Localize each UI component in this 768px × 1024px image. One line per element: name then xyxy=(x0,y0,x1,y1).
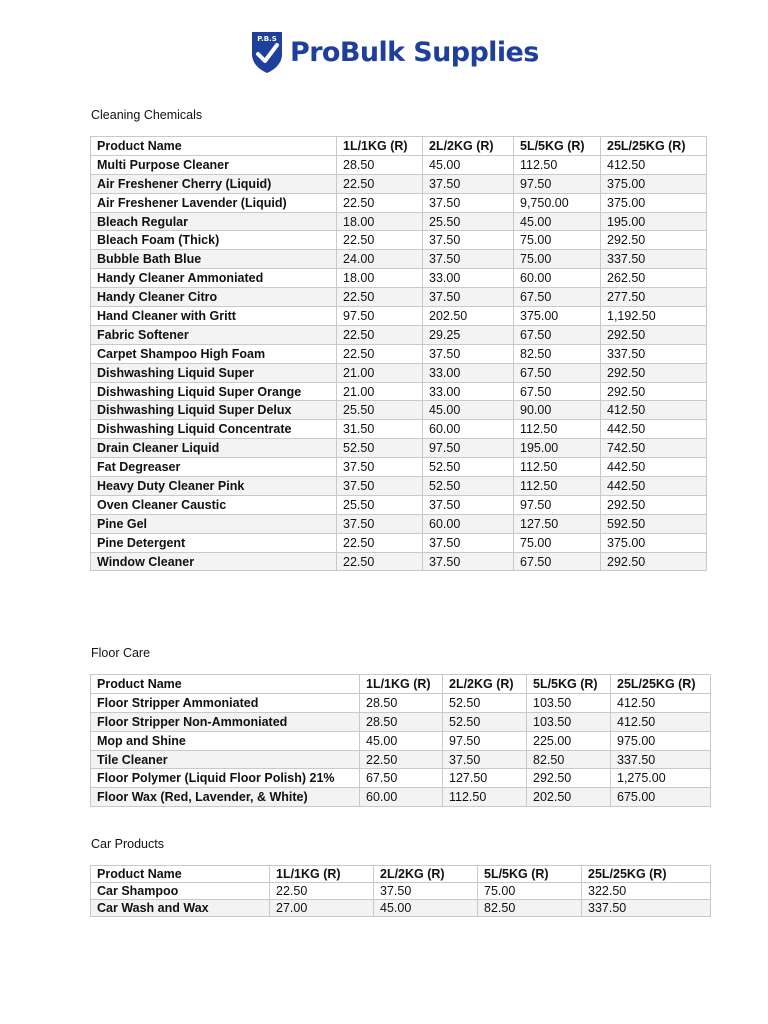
price-cell: 75.00 xyxy=(478,883,582,900)
price-cell: 21.00 xyxy=(337,363,423,382)
product-name-cell: Air Freshener Lavender (Liquid) xyxy=(91,193,337,212)
section-heading-floor-care: Floor Care xyxy=(91,646,151,660)
column-header: 25L/25KG (R) xyxy=(582,866,711,883)
price-cell: 127.50 xyxy=(514,514,601,533)
price-cell: 60.00 xyxy=(360,788,443,807)
price-cell: 442.50 xyxy=(601,458,707,477)
product-name-cell: Car Wash and Wax xyxy=(91,900,270,917)
price-cell: 225.00 xyxy=(527,731,611,750)
cleaning-chemicals-table xyxy=(90,136,707,571)
product-name-cell: Dishwashing Liquid Super Orange xyxy=(91,382,337,401)
price-cell: 337.50 xyxy=(601,250,707,269)
price-cell: 202.50 xyxy=(527,788,611,807)
price-cell: 45.00 xyxy=(514,212,601,231)
product-name-cell: Multi Purpose Cleaner xyxy=(91,155,337,174)
price-cell: 37.50 xyxy=(443,750,527,769)
price-cell: 292.50 xyxy=(601,363,707,382)
table-row xyxy=(91,250,707,269)
price-cell: 277.50 xyxy=(601,288,707,307)
column-header: 5L/5KG (R) xyxy=(514,137,601,156)
price-cell: 292.50 xyxy=(601,552,707,571)
price-cell: 29.25 xyxy=(423,325,514,344)
table-row xyxy=(91,307,707,326)
price-cell: 592.50 xyxy=(601,514,707,533)
table-row xyxy=(91,155,707,174)
table-row xyxy=(91,900,711,917)
table-row xyxy=(91,401,707,420)
column-header: 2L/2KG (R) xyxy=(374,866,478,883)
column-header: Product Name xyxy=(91,137,337,156)
price-cell: 292.50 xyxy=(601,495,707,514)
price-cell: 28.50 xyxy=(337,155,423,174)
product-name-cell: Dishwashing Liquid Super Delux xyxy=(91,401,337,420)
product-name-cell: Hand Cleaner with Gritt xyxy=(91,307,337,326)
product-name-cell: Bubble Bath Blue xyxy=(91,250,337,269)
price-cell: 262.50 xyxy=(601,269,707,288)
product-name-cell: Floor Polymer (Liquid Floor Polish) 21% xyxy=(91,769,360,788)
price-cell: 112.50 xyxy=(443,788,527,807)
product-name-cell: Handy Cleaner Ammoniated xyxy=(91,269,337,288)
column-header: 2L/2KG (R) xyxy=(423,137,514,156)
price-cell: 112.50 xyxy=(514,155,601,174)
price-cell: 127.50 xyxy=(443,769,527,788)
product-name-cell: Handy Cleaner Citro xyxy=(91,288,337,307)
product-name-cell: Drain Cleaner Liquid xyxy=(91,439,337,458)
price-cell: 195.00 xyxy=(514,439,601,458)
price-cell: 1,275.00 xyxy=(611,769,711,788)
price-cell: 90.00 xyxy=(514,401,601,420)
table-row xyxy=(91,420,707,439)
table-row xyxy=(91,325,707,344)
price-cell: 37.50 xyxy=(423,250,514,269)
price-cell: 322.50 xyxy=(582,883,711,900)
price-cell: 60.00 xyxy=(423,514,514,533)
price-cell: 75.00 xyxy=(514,250,601,269)
floor-care-table xyxy=(90,674,711,807)
shield-check-icon xyxy=(250,30,284,74)
price-cell: 375.00 xyxy=(601,193,707,212)
price-cell: 37.50 xyxy=(423,344,514,363)
column-header: 25L/25KG (R) xyxy=(611,675,711,694)
price-cell: 37.50 xyxy=(423,533,514,552)
table-header-row xyxy=(91,866,711,883)
price-cell: 97.50 xyxy=(423,439,514,458)
price-cell: 60.00 xyxy=(423,420,514,439)
table-row xyxy=(91,174,707,193)
table-row xyxy=(91,769,711,788)
price-cell: 18.00 xyxy=(337,269,423,288)
column-header: 1L/1KG (R) xyxy=(337,137,423,156)
price-cell: 337.50 xyxy=(601,344,707,363)
price-cell: 82.50 xyxy=(514,344,601,363)
product-name-cell: Floor Wax (Red, Lavender, & White) xyxy=(91,788,360,807)
product-name-cell: Floor Stripper Non-Ammoniated xyxy=(91,712,360,731)
price-cell: 97.50 xyxy=(514,174,601,193)
price-cell: 37.50 xyxy=(337,514,423,533)
price-cell: 82.50 xyxy=(478,900,582,917)
price-cell: 97.50 xyxy=(337,307,423,326)
price-cell: 37.50 xyxy=(423,552,514,571)
product-name-cell: Bleach Foam (Thick) xyxy=(91,231,337,250)
price-cell: 45.00 xyxy=(423,401,514,420)
price-cell: 22.50 xyxy=(337,193,423,212)
price-cell: 37.50 xyxy=(423,193,514,212)
table-row xyxy=(91,514,707,533)
price-cell: 52.50 xyxy=(443,693,527,712)
table-row xyxy=(91,750,711,769)
price-cell: 52.50 xyxy=(337,439,423,458)
table-header-row xyxy=(91,675,711,694)
price-cell: 37.50 xyxy=(423,231,514,250)
price-cell: 1,192.50 xyxy=(601,307,707,326)
product-name-cell: Bleach Regular xyxy=(91,212,337,231)
price-cell: 337.50 xyxy=(582,900,711,917)
price-cell: 412.50 xyxy=(601,401,707,420)
price-cell: 22.50 xyxy=(360,750,443,769)
product-name-cell: Pine Gel xyxy=(91,514,337,533)
table-row xyxy=(91,477,707,496)
table-row xyxy=(91,439,707,458)
price-cell: 52.50 xyxy=(443,712,527,731)
table-row xyxy=(91,231,707,250)
product-name-cell: Fat Degreaser xyxy=(91,458,337,477)
table-row xyxy=(91,344,707,363)
price-cell: 37.50 xyxy=(374,883,478,900)
price-cell: 103.50 xyxy=(527,712,611,731)
price-cell: 24.00 xyxy=(337,250,423,269)
product-name-cell: Dishwashing Liquid Concentrate xyxy=(91,420,337,439)
price-cell: 22.50 xyxy=(337,288,423,307)
table-row xyxy=(91,212,707,231)
product-name-cell: Floor Stripper Ammoniated xyxy=(91,693,360,712)
product-name-cell: Oven Cleaner Caustic xyxy=(91,495,337,514)
price-cell: 82.50 xyxy=(527,750,611,769)
table-row xyxy=(91,788,711,807)
price-cell: 112.50 xyxy=(514,477,601,496)
table-row xyxy=(91,731,711,750)
price-cell: 45.00 xyxy=(374,900,478,917)
price-cell: 60.00 xyxy=(514,269,601,288)
price-cell: 292.50 xyxy=(601,325,707,344)
price-cell: 21.00 xyxy=(337,382,423,401)
price-cell: 25.50 xyxy=(423,212,514,231)
price-cell: 52.50 xyxy=(423,477,514,496)
column-header: Product Name xyxy=(91,675,360,694)
price-cell: 195.00 xyxy=(601,212,707,231)
table-row xyxy=(91,495,707,514)
price-cell: 25.50 xyxy=(337,401,423,420)
brand-name: ProBulk Supplies xyxy=(290,36,539,68)
price-cell: 375.00 xyxy=(514,307,601,326)
price-cell: 45.00 xyxy=(360,731,443,750)
price-cell: 442.50 xyxy=(601,477,707,496)
table-row xyxy=(91,382,707,401)
price-cell: 975.00 xyxy=(611,731,711,750)
logo-badge-text: P.B.S xyxy=(257,35,277,43)
price-cell: 25.50 xyxy=(337,495,423,514)
column-header: 2L/2KG (R) xyxy=(443,675,527,694)
table-header-row xyxy=(91,137,707,156)
price-cell: 112.50 xyxy=(514,420,601,439)
product-name-cell: Dishwashing Liquid Super xyxy=(91,363,337,382)
price-cell: 675.00 xyxy=(611,788,711,807)
column-header: 5L/5KG (R) xyxy=(527,675,611,694)
price-cell: 112.50 xyxy=(514,458,601,477)
column-header: 5L/5KG (R) xyxy=(478,866,582,883)
price-cell: 22.50 xyxy=(337,325,423,344)
price-cell: 27.00 xyxy=(270,900,374,917)
price-cell: 28.50 xyxy=(360,693,443,712)
price-cell: 67.50 xyxy=(360,769,443,788)
product-name-cell: Carpet Shampoo High Foam xyxy=(91,344,337,363)
price-cell: 28.50 xyxy=(360,712,443,731)
price-cell: 22.50 xyxy=(337,533,423,552)
product-name-cell: Window Cleaner xyxy=(91,552,337,571)
price-cell: 22.50 xyxy=(270,883,374,900)
product-name-cell: Pine Detergent xyxy=(91,533,337,552)
price-cell: 37.50 xyxy=(423,174,514,193)
table-row xyxy=(91,269,707,288)
price-cell: 37.50 xyxy=(423,495,514,514)
table-row xyxy=(91,552,707,571)
column-header: 1L/1KG (R) xyxy=(360,675,443,694)
price-cell: 37.50 xyxy=(337,477,423,496)
price-cell: 22.50 xyxy=(337,552,423,571)
price-cell: 22.50 xyxy=(337,231,423,250)
price-cell: 75.00 xyxy=(514,533,601,552)
price-cell: 37.50 xyxy=(423,288,514,307)
table-row xyxy=(91,288,707,307)
product-name-cell: Fabric Softener xyxy=(91,325,337,344)
price-cell: 103.50 xyxy=(527,693,611,712)
price-cell: 67.50 xyxy=(514,363,601,382)
price-cell: 18.00 xyxy=(337,212,423,231)
table-row xyxy=(91,712,711,731)
price-cell: 442.50 xyxy=(601,420,707,439)
product-name-cell: Mop and Shine xyxy=(91,731,360,750)
price-cell: 75.00 xyxy=(514,231,601,250)
product-name-cell: Car Shampoo xyxy=(91,883,270,900)
section-heading-cleaning: Cleaning Chemicals xyxy=(91,108,203,122)
brand-logo xyxy=(250,29,539,75)
price-cell: 412.50 xyxy=(611,693,711,712)
price-cell: 67.50 xyxy=(514,325,601,344)
column-header: Product Name xyxy=(91,866,270,883)
price-cell: 45.00 xyxy=(423,155,514,174)
table-row xyxy=(91,533,707,552)
price-cell: 292.50 xyxy=(601,231,707,250)
price-cell: 202.50 xyxy=(423,307,514,326)
price-cell: 67.50 xyxy=(514,552,601,571)
price-cell: 31.50 xyxy=(337,420,423,439)
table-row xyxy=(91,193,707,212)
price-cell: 33.00 xyxy=(423,269,514,288)
price-cell: 22.50 xyxy=(337,174,423,193)
price-cell: 22.50 xyxy=(337,344,423,363)
price-cell: 33.00 xyxy=(423,363,514,382)
table-row xyxy=(91,458,707,477)
price-cell: 52.50 xyxy=(423,458,514,477)
price-cell: 9,750.00 xyxy=(514,193,601,212)
section-heading-car-products: Car Products xyxy=(91,837,164,851)
table-row xyxy=(91,883,711,900)
price-cell: 67.50 xyxy=(514,288,601,307)
price-cell: 337.50 xyxy=(611,750,711,769)
price-cell: 37.50 xyxy=(337,458,423,477)
price-cell: 292.50 xyxy=(527,769,611,788)
price-cell: 292.50 xyxy=(601,382,707,401)
table-row xyxy=(91,693,711,712)
product-name-cell: Heavy Duty Cleaner Pink xyxy=(91,477,337,496)
column-header: 25L/25KG (R) xyxy=(601,137,707,156)
product-name-cell: Air Freshener Cherry (Liquid) xyxy=(91,174,337,193)
price-cell: 412.50 xyxy=(611,712,711,731)
price-cell: 375.00 xyxy=(601,174,707,193)
price-cell: 67.50 xyxy=(514,382,601,401)
column-header: 1L/1KG (R) xyxy=(270,866,374,883)
price-cell: 97.50 xyxy=(443,731,527,750)
price-cell: 375.00 xyxy=(601,533,707,552)
price-cell: 412.50 xyxy=(601,155,707,174)
product-name-cell: Tile Cleaner xyxy=(91,750,360,769)
price-cell: 97.50 xyxy=(514,495,601,514)
car-products-table xyxy=(90,865,711,917)
price-cell: 742.50 xyxy=(601,439,707,458)
price-cell: 33.00 xyxy=(423,382,514,401)
table-row xyxy=(91,363,707,382)
